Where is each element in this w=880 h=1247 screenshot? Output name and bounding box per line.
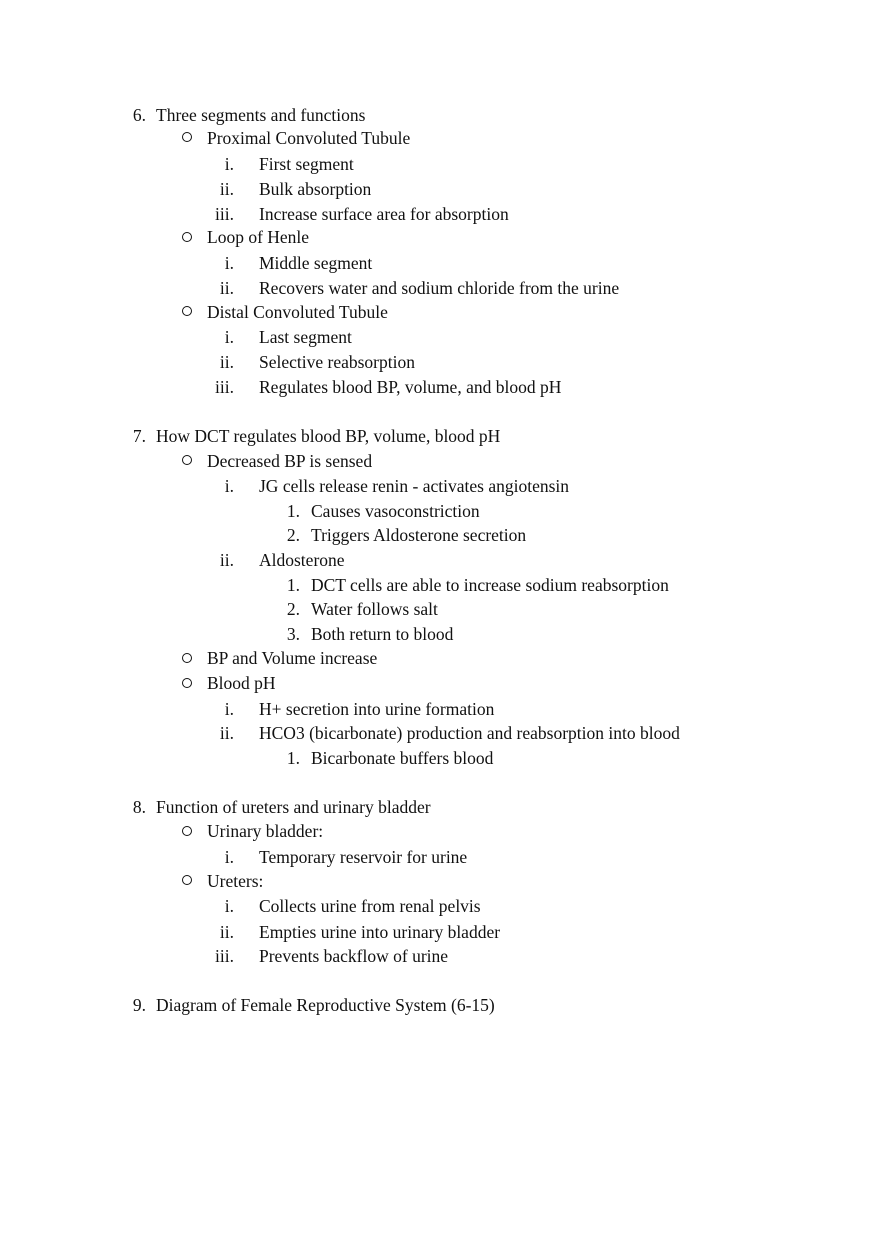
list-marker: i. [224, 327, 234, 347]
list-marker: 1. [286, 575, 300, 595]
q6-number: 6. [132, 105, 146, 125]
list-marker: i. [224, 699, 234, 719]
q9-title: Diagram of Female Reproductive System (6-15) [156, 995, 495, 1015]
q8-title: Function of ureters and urinary bladder [156, 797, 431, 817]
q6-section-pct: Proximal Convoluted Tubule [207, 128, 411, 148]
list-item: Aldosterone [259, 550, 345, 570]
list-item: Recovers water and sodium chloride from the urine [259, 278, 620, 298]
list-marker: 1. [286, 748, 300, 768]
bullet-circle-icon [182, 132, 192, 142]
list-marker: i. [224, 154, 234, 174]
list-subitem: Water follows salt [311, 599, 438, 619]
list-item: Bulk absorption [259, 179, 372, 199]
q7-number: 7. [132, 426, 146, 446]
q6-section-dct: Distal Convoluted Tubule [207, 302, 388, 322]
bullet-circle-icon [182, 455, 192, 465]
list-subitem: Triggers Aldosterone secretion [311, 525, 527, 545]
q7-section-blood-ph: Blood pH [207, 673, 276, 693]
list-marker: ii. [219, 550, 234, 570]
q7-section-bp-volume: BP and Volume increase [207, 648, 378, 668]
q7-section-decreased-bp: Decreased BP is sensed [207, 451, 373, 471]
list-item: H+ secretion into urine formation [259, 699, 495, 719]
list-item: Increase surface area for absorption [259, 204, 509, 224]
list-marker: 2. [286, 599, 300, 619]
list-marker: i. [224, 253, 234, 273]
bullet-circle-icon [182, 826, 192, 836]
list-item: Last segment [259, 327, 352, 347]
list-marker: i. [224, 847, 234, 867]
list-item: HCO3 (bicarbonate) production and reabsorption into blood [259, 723, 680, 743]
list-marker: 1. [286, 501, 300, 521]
list-item: JG cells release renin - activates angiotensin [259, 476, 570, 496]
list-marker: i. [224, 476, 234, 496]
list-item: Temporary reservoir for urine [259, 847, 468, 867]
list-item: Regulates blood BP, volume, and blood pH [259, 377, 562, 397]
list-subitem: DCT cells are able to increase sodium reabsorption [311, 575, 669, 595]
bullet-circle-icon [182, 306, 192, 316]
list-marker: iii. [215, 377, 234, 397]
list-marker: i. [224, 896, 234, 916]
q7-title: How DCT regulates blood BP, volume, blood pH [156, 426, 501, 446]
list-item: Collects urine from renal pelvis [259, 896, 481, 916]
bullet-circle-icon [182, 653, 192, 663]
list-subitem: Bicarbonate buffers blood [311, 748, 494, 768]
list-marker: iii. [215, 946, 234, 966]
list-subitem: Both return to blood [311, 624, 454, 644]
list-marker: ii. [219, 278, 234, 298]
list-marker: iii. [215, 204, 234, 224]
list-item: Prevents backflow of urine [259, 946, 449, 966]
list-marker: ii. [219, 723, 234, 743]
q6-title: Three segments and functions [156, 105, 366, 125]
bullet-circle-icon [182, 232, 192, 242]
q8-section-ureters: Ureters: [207, 871, 264, 891]
q8-section-bladder: Urinary bladder: [207, 821, 324, 841]
list-subitem: Causes vasoconstriction [311, 501, 480, 521]
bullet-circle-icon [182, 875, 192, 885]
list-marker: 3. [286, 624, 300, 644]
list-marker: ii. [219, 352, 234, 372]
list-marker: ii. [219, 179, 234, 199]
list-item: Selective reabsorption [259, 352, 415, 372]
list-item: Middle segment [259, 253, 373, 273]
list-marker: ii. [219, 922, 234, 942]
q8-number: 8. [132, 797, 146, 817]
q9-number: 9. [132, 995, 146, 1015]
bullet-circle-icon [182, 678, 192, 688]
list-marker: 2. [286, 525, 300, 545]
list-item: Empties urine into urinary bladder [259, 922, 501, 942]
list-item: First segment [259, 154, 354, 174]
q6-section-loop: Loop of Henle [207, 227, 310, 247]
